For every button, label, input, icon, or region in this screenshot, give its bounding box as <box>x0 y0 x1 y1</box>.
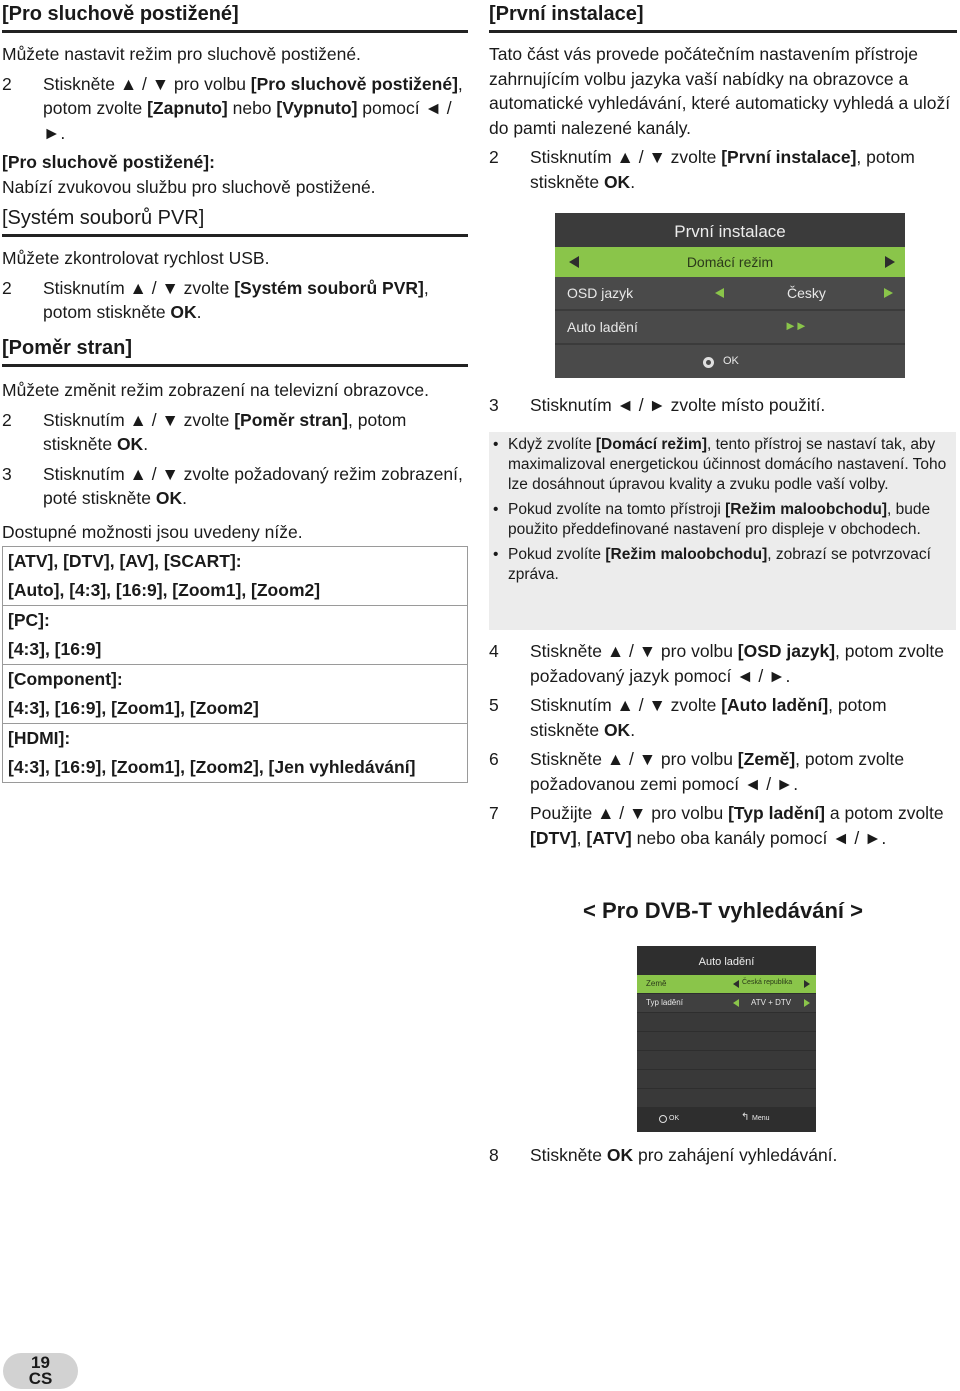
page-language: CS <box>28 1369 53 1388</box>
hearing-subtitle: [Pro sluchově postižené]: <box>2 152 215 172</box>
list-item: • Pokud zvolíte [Režim maloobchodu], zobrazí se potvrzovací zpráva. <box>493 546 931 583</box>
section-title-hearing-impaired: [Pro sluchově postižené] <box>2 1 468 33</box>
auto-tuning-menu <box>637 946 816 1132</box>
dvb-heading: < Pro DVB-T vyhledávání > <box>583 898 863 923</box>
install-step-4: 4 Stiskněte ▲ / ▼ pro volbu [OSD jazyk], potom zvolte požadovaný jazyk pomocí ◄ / ►. <box>489 641 944 686</box>
tuning-type-row[interactable] <box>637 994 816 1012</box>
ok-icon <box>659 1115 667 1123</box>
osd-language-row[interactable] <box>555 277 905 309</box>
selected-value: Domácí režim <box>686 254 774 270</box>
table-row: [HDMI]: [4:3], [16:9], [Zoom1], [Zoom2], [Jen vyhledávání] <box>3 724 468 783</box>
ok-label: OK <box>669 1115 680 1122</box>
menu-selected-row[interactable] <box>555 247 905 277</box>
install-step-7: 7 Použijte ▲ / ▼ pro volbu [Typ ladění] a potom zvolte [DTV], [ATV] nebo oba kanály pomocí ◄ / ►. <box>489 803 944 848</box>
table-row: [Component]: [4:3], [16:9], [Zoom1], [Zoom2] <box>3 665 468 724</box>
ok-label: OK <box>723 355 739 367</box>
menu-title: Auto ladění <box>698 956 755 968</box>
install-step-8: 8 Stiskněte OK pro zahájení vyhledávání. <box>489 1145 838 1165</box>
disabled-row <box>637 1013 816 1031</box>
install-step-3: 3 Stisknutím ◄ / ► zvolte místo použití. <box>489 395 826 415</box>
disabled-row <box>637 1089 816 1107</box>
right-arrow-icon[interactable] <box>884 288 893 298</box>
options-intro: Dostupné možnosti jsou uvedeny níže. <box>2 521 303 542</box>
section-title-first-install: [První instalace] <box>489 1 957 33</box>
list-item: • Pokud zvolíte na tomto přístroji [Režim maloobchodu], bude použito předdefinované nastavení pro displeje v obchodech. <box>493 501 931 538</box>
menu-footer <box>637 1109 816 1132</box>
row-label: Země <box>646 979 667 988</box>
left-arrow-icon[interactable] <box>715 288 724 298</box>
notes-box <box>489 432 956 630</box>
install-intro: Tato část vás provede počátečním nastavením přístroje zahrnujícím volbu jazyka vaší nabídky na obrazovce a automatické vyhledávání, které automaticky vyhledá a uloží do pamti nalezené kanály. <box>489 44 951 138</box>
section-title-aspect: [Poměr stran] <box>2 335 468 367</box>
row-value: ATV + DTV <box>751 998 792 1007</box>
hearing-intro: Můžete nastavit režim pro sluchově postižené. <box>2 44 361 64</box>
first-install-menu <box>555 213 905 378</box>
list-item: • Když zvolíte [Domácí režim], tento přístroj se nastaví tak, aby maximalizoval energetickou účinnost domácího nastavení. Toho lze dosáhnout úpravou kvality a zvuku podle vaší volby. <box>493 436 947 493</box>
right-arrow-icon[interactable] <box>885 256 895 268</box>
page-number: 19 <box>31 1353 50 1372</box>
install-steps-4-7 <box>489 639 957 850</box>
row-label: OSD jazyk <box>567 285 634 301</box>
install-step-5: 5 Stisknutím ▲ / ▼ zvolte [Auto ladění], potom stiskněte OK. <box>489 695 887 740</box>
disabled-row <box>637 1051 816 1069</box>
install-step-2: 2 Stisknutím ▲ / ▼ zvolte [První instalace], potom stiskněte OK. <box>489 147 915 192</box>
right-arrow-icon[interactable] <box>804 999 810 1007</box>
country-row[interactable] <box>637 975 816 993</box>
install-step-6: 6 Stiskněte ▲ / ▼ pro volbu [Země], potom zvolte požadovanou zemi pomocí ◄ / ►. <box>489 749 905 794</box>
aspect-options-table <box>2 546 468 783</box>
right-arrow-icon[interactable] <box>804 980 810 988</box>
pvr-step-2: 2 Stisknutím ▲ / ▼ zvolte [Systém souborů PVR], potom stiskněte OK. <box>2 277 429 322</box>
double-arrow-icon[interactable]: ►► <box>784 318 806 333</box>
disabled-row <box>637 1032 816 1050</box>
pvr-intro: Můžete zkontrolovat rychlost USB. <box>2 248 270 268</box>
table-row: [ATV], [DTV], [AV], [SCART]: [Auto], [4:3], [16:9], [Zoom1], [Zoom2] <box>3 547 468 606</box>
aspect-step-3: 3 Stisknutím ▲ / ▼ zvolte požadovaný režim zobrazení, poté stiskněte OK. <box>2 463 463 508</box>
auto-tuning-row[interactable] <box>555 311 905 343</box>
disabled-row <box>637 1070 816 1088</box>
aspect-intro: Můžete změnit režim zobrazení na televizní obrazovce. <box>2 380 429 400</box>
aspect-step-2: 2 Stisknutím ▲ / ▼ zvolte [Poměr stran], potom stiskněte OK. <box>2 409 407 454</box>
left-arrow-icon[interactable] <box>733 980 739 988</box>
menu-label: Menu <box>752 1115 770 1122</box>
section-title-pvr: [Systém souborů PVR] <box>2 205 468 237</box>
ok-icon <box>703 357 714 368</box>
return-icon: ↰ <box>741 1112 750 1123</box>
row-label: Auto ladění <box>567 319 638 335</box>
menu-title: První instalace <box>674 222 786 241</box>
row-value: Česká republika <box>742 979 793 986</box>
hearing-subtext: Nabízí zvukovou službu pro sluchově postižené. <box>2 176 376 197</box>
left-arrow-icon[interactable] <box>733 999 739 1007</box>
table-row: [PC]: [4:3], [16:9] <box>3 606 468 665</box>
page-number-badge <box>3 1353 78 1389</box>
hearing-step-2: 2 Stiskněte ▲ / ▼ pro volbu [Pro sluchově postižené], potom zvolte [Zapnuto] nebo [Vypnuto] pomocí ◄ / ►. <box>2 73 463 143</box>
menu-footer <box>555 345 905 378</box>
row-label: Typ ladění <box>646 998 683 1007</box>
row-value: Česky <box>787 285 826 301</box>
